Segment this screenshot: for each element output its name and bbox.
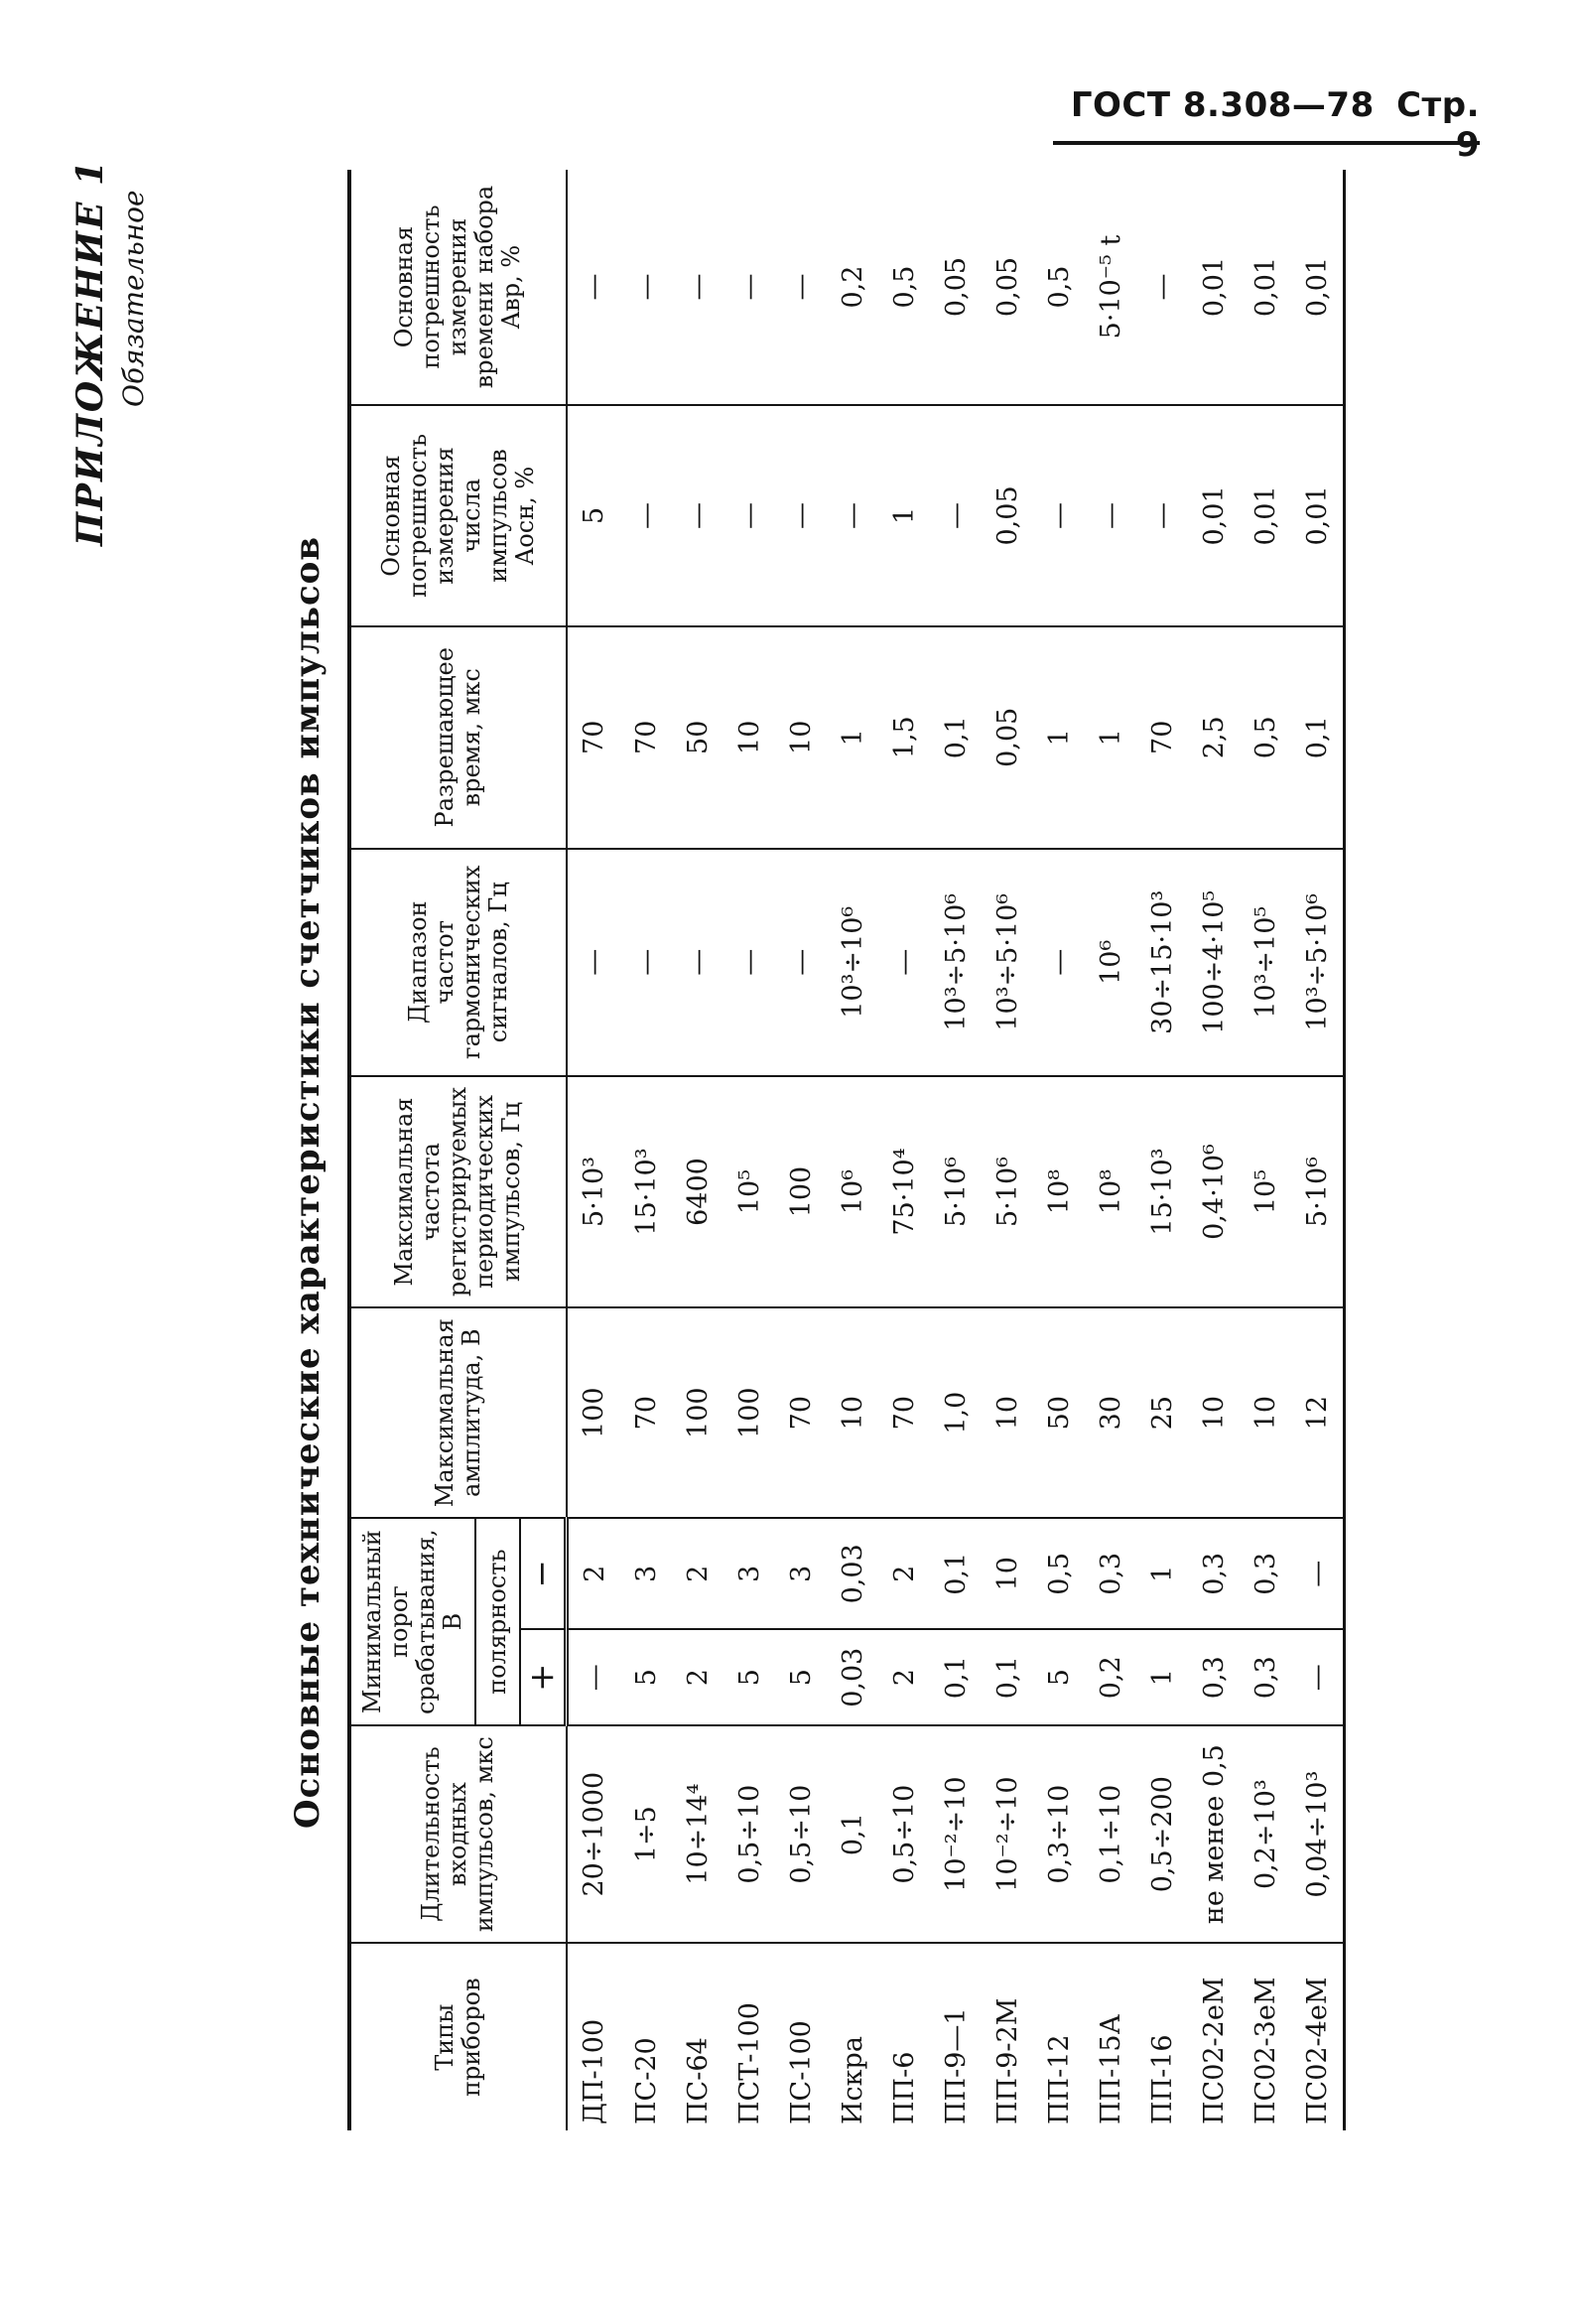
cell-amplitude: 100 [567, 1307, 621, 1518]
cell-accuracy-time: — [620, 170, 672, 405]
cell-max-freq: 10⁵ [723, 1076, 775, 1307]
header-harmonic-range: Диапазон частот гармонических сигналов, Гц [349, 849, 567, 1076]
table-row [827, 170, 878, 2130]
table-body [567, 170, 1345, 2130]
cell-amplitude: 30 [1085, 1307, 1136, 1518]
page-number: Стр. 9 [1396, 85, 1480, 165]
cell-max-freq: 5·10³ [567, 1076, 621, 1307]
cell-duration: 0,5÷10 [775, 1725, 827, 1943]
cell-max-freq: 10⁸ [1033, 1076, 1085, 1307]
cell-duration: 10÷14⁴ [672, 1725, 723, 1943]
cell-accuracy-time: 0,05 [930, 170, 982, 405]
cell-resolution: 0,05 [982, 626, 1033, 849]
cell-type: ПП-9—1 [940, 2007, 972, 2124]
cell-threshold-plus: 0,03 [827, 1629, 878, 1725]
cell-type: ПС02-2еМ [1198, 1977, 1230, 2124]
cell-duration: 0,5÷10 [723, 1725, 775, 1943]
cell-accuracy-count: — [827, 405, 878, 626]
cell-accuracy-time: 5·10⁻⁵ t [1085, 170, 1136, 405]
header-accuracy-count: Основная погрешность измерения числа импульсов Aосн, % [349, 405, 567, 626]
cell-duration: 0,5÷10 [878, 1725, 930, 1943]
cell-harmonic-range: — [878, 849, 930, 1076]
cell-max-freq: 5·10⁶ [930, 1076, 982, 1307]
appendix-title: ПРИЛОЖЕНИЕ 1 [69, 159, 111, 547]
cell-harmonic-range: — [620, 849, 672, 1076]
cell-accuracy-count: 1 [878, 405, 930, 626]
header-type: Типы приборов [349, 1943, 567, 2130]
header-threshold: Минимальный порог срабатывания, В [349, 1518, 475, 1725]
cell-accuracy-time: — [723, 170, 775, 405]
cell-max-freq: 5·10⁶ [982, 1076, 1033, 1307]
cell-threshold-minus: 3 [620, 1518, 672, 1629]
cell-threshold-minus: 0,3 [1188, 1518, 1240, 1629]
cell-amplitude: 12 [1291, 1307, 1345, 1518]
table-row [982, 170, 1033, 2130]
table-row [1240, 170, 1291, 2130]
header-minus: − [520, 1518, 567, 1629]
header-max-freq: Максимальная частота регистрируемых периодических импульсов, Гц [349, 1076, 567, 1307]
cell-resolution: 1 [1085, 626, 1136, 849]
cell-threshold-minus: 0,3 [1240, 1518, 1291, 1629]
cell-resolution: 1,5 [878, 626, 930, 849]
cell-accuracy-count: — [723, 405, 775, 626]
cell-type: ПП-15А [1095, 2013, 1126, 2124]
cell-amplitude: 10 [1240, 1307, 1291, 1518]
cell-max-freq: 15·10³ [620, 1076, 672, 1307]
table-row [1033, 170, 1085, 2130]
table-row [620, 170, 672, 2130]
table-row [567, 170, 621, 2130]
cell-threshold-minus: 0,5 [1033, 1518, 1085, 1629]
cell-resolution: 70 [1136, 626, 1188, 849]
cell-harmonic-range: 10³÷5·10⁶ [930, 849, 982, 1076]
cell-threshold-minus: — [1291, 1518, 1345, 1629]
table-row [1188, 170, 1240, 2130]
cell-max-freq: 6400 [672, 1076, 723, 1307]
cell-resolution: 10 [723, 626, 775, 849]
cell-resolution: 2,5 [1188, 626, 1240, 849]
cell-max-freq: 10⁶ [827, 1076, 878, 1307]
cell-threshold-plus: 0,3 [1188, 1629, 1240, 1725]
cell-amplitude: 50 [1033, 1307, 1085, 1518]
cell-amplitude: 100 [672, 1307, 723, 1518]
cell-max-freq: 100 [775, 1076, 827, 1307]
cell-harmonic-range: — [1033, 849, 1085, 1076]
cell-threshold-minus: 0,03 [827, 1518, 878, 1629]
cell-type: ПСТ-100 [733, 2002, 765, 2124]
cell-accuracy-count: 5 [567, 405, 621, 626]
cell-duration: 20÷1000 [567, 1725, 621, 1943]
cell-amplitude: 100 [723, 1307, 775, 1518]
cell-harmonic-range: 10³÷10⁵ [1240, 849, 1291, 1076]
cell-duration: 10⁻²÷10 [982, 1725, 1033, 1943]
appendix-subtitle: Обязательное [117, 190, 150, 408]
cell-accuracy-count: — [1033, 405, 1085, 626]
cell-type: ПП-12 [1043, 2034, 1075, 2124]
cell-duration: 0,2÷10³ [1240, 1725, 1291, 1943]
cell-resolution: 0,1 [930, 626, 982, 849]
cell-amplitude: 70 [878, 1307, 930, 1518]
cell-duration: 0,3÷10 [1033, 1725, 1085, 1943]
cell-harmonic-range: 10³÷5·10⁶ [982, 849, 1033, 1076]
cell-max-freq: 15·10³ [1136, 1076, 1188, 1307]
header-amplitude: Максимальная амплитуда, В [349, 1307, 567, 1518]
cell-duration: не менее 0,5 [1188, 1725, 1240, 1943]
cell-amplitude: 1,0 [930, 1307, 982, 1518]
cell-threshold-plus: 1 [1136, 1629, 1188, 1725]
cell-resolution: 0,1 [1291, 626, 1345, 849]
cell-type: ПП-9-2М [991, 1997, 1023, 2124]
table-title: Основные технические характеристики счетчиков импульсов [288, 536, 328, 1829]
cell-accuracy-count: — [1136, 405, 1188, 626]
cell-harmonic-range: 10³÷5·10⁶ [1291, 849, 1345, 1076]
header-polarity: полярность [475, 1518, 520, 1725]
table-row [1085, 170, 1136, 2130]
table-row [775, 170, 827, 2130]
cell-max-freq: 10⁸ [1085, 1076, 1136, 1307]
cell-accuracy-count: — [775, 405, 827, 626]
cell-duration: 0,5÷200 [1136, 1725, 1188, 1943]
appendix-block [69, 159, 150, 546]
cell-harmonic-range: — [567, 849, 621, 1076]
cell-harmonic-range: 100÷4·10⁵ [1188, 849, 1240, 1076]
cell-threshold-plus: — [1291, 1629, 1345, 1725]
cell-threshold-plus: 0,2 [1085, 1629, 1136, 1725]
cell-accuracy-count: — [930, 405, 982, 626]
cell-amplitude: 25 [1136, 1307, 1188, 1518]
cell-accuracy-count: — [1085, 405, 1136, 626]
cell-threshold-plus: 5 [620, 1629, 672, 1725]
cell-harmonic-range: — [723, 849, 775, 1076]
cell-accuracy-time: — [567, 170, 621, 405]
cell-accuracy-time: — [1136, 170, 1188, 405]
table-row [1136, 170, 1188, 2130]
cell-threshold-plus: 5 [775, 1629, 827, 1725]
cell-threshold-plus: 0,1 [982, 1629, 1033, 1725]
cell-resolution: 50 [672, 626, 723, 849]
cell-resolution: 70 [620, 626, 672, 849]
cell-accuracy-count: 0,01 [1291, 405, 1345, 626]
cell-max-freq: 0,4·10⁶ [1188, 1076, 1240, 1307]
cell-type: ПП-6 [888, 2051, 920, 2124]
header-plus: + [520, 1629, 567, 1725]
cell-duration: 0,1 [827, 1725, 878, 1943]
cell-amplitude: 70 [620, 1307, 672, 1518]
cell-accuracy-time: 0,01 [1188, 170, 1240, 405]
cell-resolution: 70 [567, 626, 621, 849]
cell-threshold-minus: 2 [567, 1518, 621, 1629]
cell-threshold-plus: 2 [672, 1629, 723, 1725]
cell-max-freq: 10⁵ [1240, 1076, 1291, 1307]
cell-harmonic-range: 30÷15·10³ [1136, 849, 1188, 1076]
table-row [930, 170, 982, 2130]
cell-max-freq: 5·10⁶ [1291, 1076, 1345, 1307]
cell-accuracy-count: 0,01 [1240, 405, 1291, 626]
table-row [1291, 170, 1345, 2130]
cell-type: ПС02-4еМ [1291, 1943, 1345, 2130]
cell-threshold-plus: 2 [878, 1629, 930, 1725]
cell-resolution: 10 [775, 626, 827, 849]
cell-harmonic-range: — [672, 849, 723, 1076]
characteristics-table [347, 170, 1346, 2130]
cell-threshold-minus: 0,1 [930, 1518, 982, 1629]
cell-threshold-plus: 0,3 [1240, 1629, 1291, 1725]
cell-accuracy-time: 0,5 [1033, 170, 1085, 405]
cell-threshold-minus: 3 [775, 1518, 827, 1629]
cell-amplitude: 70 [775, 1307, 827, 1518]
cell-type: ПС-100 [785, 2020, 817, 2124]
table-row [672, 170, 723, 2130]
cell-threshold-minus: 0,3 [1085, 1518, 1136, 1629]
cell-threshold-minus: 10 [982, 1518, 1033, 1629]
cell-amplitude: 10 [827, 1307, 878, 1518]
cell-threshold-plus: 5 [723, 1629, 775, 1725]
header-accuracy-time: Основная погрешность измерения времени набора Aвр, % [349, 170, 567, 405]
cell-accuracy-time: 0,2 [827, 170, 878, 405]
cell-type: ПС02-3еМ [1249, 1977, 1281, 2124]
cell-amplitude: 10 [982, 1307, 1033, 1518]
cell-duration: 10⁻²÷10 [930, 1725, 982, 1943]
cell-threshold-minus: 3 [723, 1518, 775, 1629]
cell-resolution: 1 [827, 626, 878, 849]
cell-duration: 1÷5 [620, 1725, 672, 1943]
cell-threshold-plus: 5 [1033, 1629, 1085, 1725]
cell-accuracy-time: 0,01 [1291, 170, 1345, 405]
cell-accuracy-time: 0,01 [1240, 170, 1291, 405]
cell-type: Искра [837, 2036, 868, 2124]
cell-type: ПП-16 [1146, 2034, 1178, 2124]
cell-harmonic-range: 10³÷10⁶ [827, 849, 878, 1076]
cell-accuracy-time: 0,05 [982, 170, 1033, 405]
cell-max-freq: 75·10⁴ [878, 1076, 930, 1307]
cell-resolution: 0,5 [1240, 626, 1291, 849]
cell-type: ПС-20 [630, 2037, 662, 2124]
cell-accuracy-time: — [672, 170, 723, 405]
cell-accuracy-count: 0,05 [982, 405, 1033, 626]
cell-accuracy-count: 0,01 [1188, 405, 1240, 626]
cell-harmonic-range: — [775, 849, 827, 1076]
cell-accuracy-count: — [620, 405, 672, 626]
cell-threshold-plus: 0,1 [930, 1629, 982, 1725]
cell-accuracy-time: 0,5 [878, 170, 930, 405]
cell-type: ПС-64 [682, 2037, 714, 2124]
cell-threshold-minus: 2 [878, 1518, 930, 1629]
cell-threshold-plus: — [567, 1629, 621, 1725]
cell-duration: 0,1÷10 [1085, 1725, 1136, 1943]
header-duration: Длительность входных импульсов, мкс [349, 1725, 567, 1943]
cell-type: ДП-100 [578, 2018, 609, 2124]
standard-number: ГОСТ 8.308—78 [1070, 85, 1375, 125]
header-resolution: Разрешающее время, мкс [349, 626, 567, 849]
cell-amplitude: 10 [1188, 1307, 1240, 1518]
cell-resolution: 1 [1033, 626, 1085, 849]
cell-accuracy-time: — [775, 170, 827, 405]
cell-threshold-minus: 1 [1136, 1518, 1188, 1629]
table-row [878, 170, 930, 2130]
cell-harmonic-range: 10⁶ [1085, 849, 1136, 1076]
cell-threshold-minus: 2 [672, 1518, 723, 1629]
cell-accuracy-count: — [672, 405, 723, 626]
table-row [723, 170, 775, 2130]
cell-duration: 0,04÷10³ [1291, 1725, 1345, 1943]
